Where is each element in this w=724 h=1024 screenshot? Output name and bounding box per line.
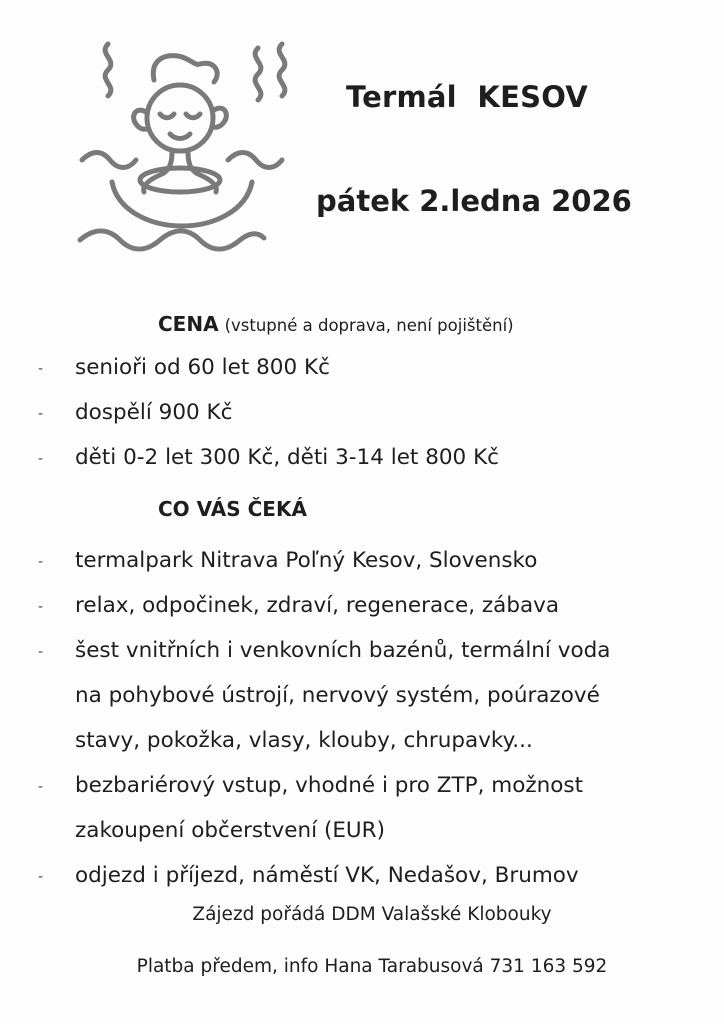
- price-note: (vstupné a doprava, není pojištění): [224, 316, 514, 335]
- bullet: -: [38, 779, 44, 795]
- bullet: -: [38, 644, 44, 660]
- list-item: [0, 853, 724, 898]
- expect-item-text-continued: na pohybové ústrojí, nervový systém, poúrazové: [75, 683, 600, 708]
- list-item: [0, 390, 724, 435]
- list-item: [0, 538, 724, 583]
- bullet: -: [38, 406, 44, 422]
- price-item-text: dospělí 900 Kč: [75, 400, 233, 425]
- list-item: [0, 628, 724, 763]
- bullet: -: [38, 554, 44, 570]
- list-item: [0, 345, 724, 390]
- bullet: -: [38, 599, 44, 615]
- expect-item-text-continued: zakoupení občerstvení (EUR): [75, 818, 385, 843]
- event-title: Termál KESOV: [346, 80, 588, 114]
- expect-heading: CO VÁS ČEKÁ: [158, 497, 307, 521]
- expect-item-text: termalpark Nitrava Poľný Kesov, Slovensko: [75, 548, 538, 573]
- list-item: [0, 435, 724, 480]
- organizer-text: Zájezd pořádá DDM Valašské Klobouky: [192, 904, 552, 925]
- expect-item-text: relax, odpočinek, zdraví, regenerace, zábava: [75, 593, 560, 618]
- expect-item-text-continued: stavy, pokožka, vlasy, klouby, chrupavky...: [75, 728, 533, 753]
- list-item: [0, 763, 724, 853]
- bullet: -: [38, 451, 44, 467]
- payment-info-text: Platba předem, info Hana Tarabusová 731 163 592: [136, 956, 608, 977]
- bullet: -: [38, 869, 44, 885]
- price-heading: [158, 312, 514, 336]
- list-item: [0, 583, 724, 628]
- expect-item-text: šest vnitřních i venkovních bazénů, termální voda: [75, 638, 611, 663]
- price-list: [0, 345, 724, 480]
- bullet: -: [38, 361, 44, 377]
- expect-list: [0, 538, 724, 898]
- expect-item-text: odjezd i příjezd, náměstí VK, Nedašov, Brumov: [75, 863, 579, 888]
- thermal-spa-icon: [72, 34, 302, 256]
- price-item-text: děti 0-2 let 300 Kč, děti 3-14 let 800 Kč: [75, 445, 499, 470]
- price-heading-label: CENA: [158, 312, 219, 336]
- event-date: pátek 2.ledna 2026: [316, 184, 632, 218]
- expect-item-text: bezbariérový vstup, vhodné i pro ZTP, možnost: [75, 773, 584, 798]
- price-item-text: senioři od 60 let 800 Kč: [75, 355, 330, 380]
